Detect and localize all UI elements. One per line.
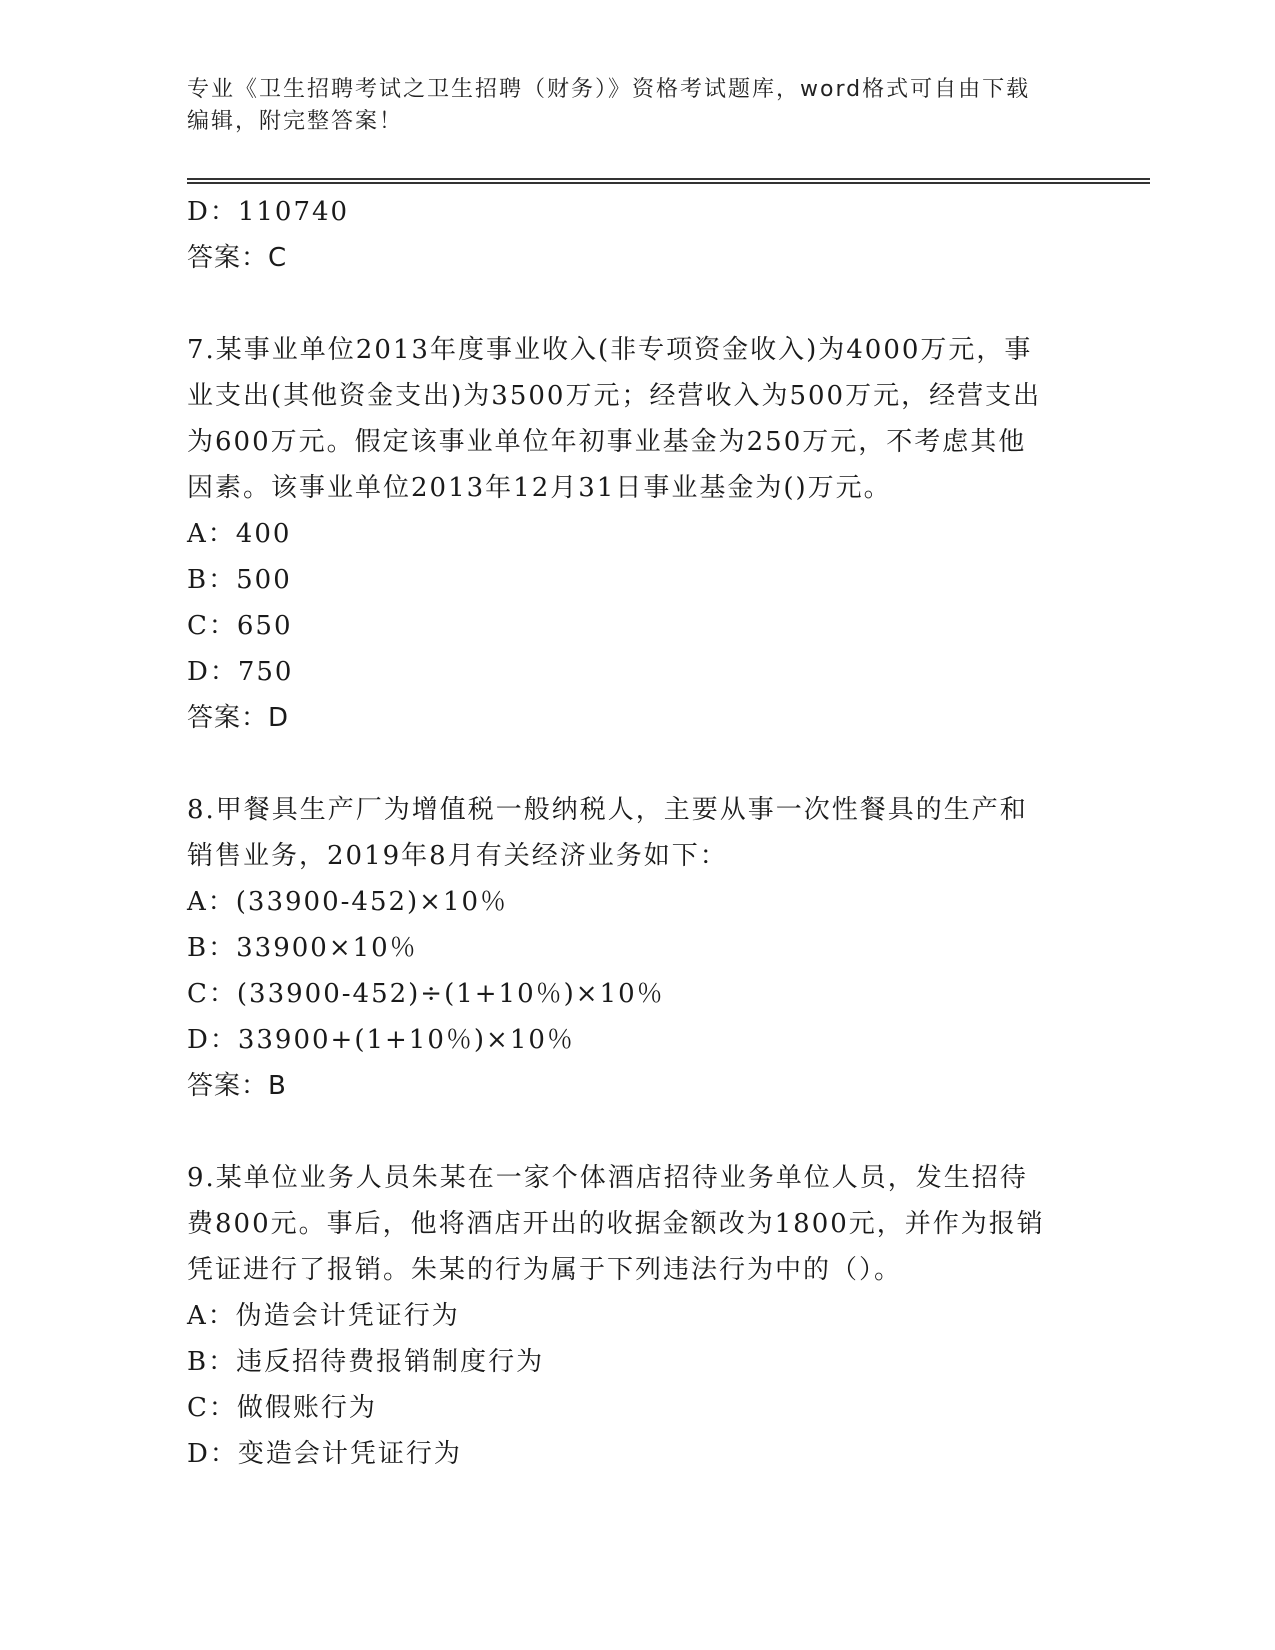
prev-option-d: D：110740 [187, 197, 350, 227]
question-stem-line: 费800元。事后，他将酒店开出的收据金额改为1800元，并作为报销 [187, 1209, 1045, 1239]
header-rule-bottom [187, 182, 1150, 184]
option-d: D：750 [187, 657, 294, 687]
option-a: A：(33900-452)×10％ [187, 887, 509, 917]
option-b: B：违反招待费报销制度行为 [187, 1347, 545, 1377]
option-b: B：33900×10％ [187, 933, 418, 963]
option-b: B：500 [187, 565, 292, 595]
question-7 [187, 327, 1067, 741]
page-header [187, 74, 1067, 138]
option-a: A：伪造会计凭证行为 [187, 1301, 460, 1331]
header-line-2: 编辑，附完整答案！ [187, 109, 404, 134]
question-9 [187, 1155, 1067, 1477]
spacer [187, 1109, 1067, 1155]
question-stem-line: 业支出(其他资金支出)为3500万元；经营收入为500万元，经营支出 [187, 381, 1042, 411]
question-stem-line: 为600万元。假定该事业单位年初事业基金为250万元，不考虑其他 [187, 427, 1027, 457]
option-c: C：做假账行为 [187, 1393, 377, 1423]
prev-answer: 答案：C [187, 243, 288, 273]
question-content [187, 189, 1067, 1477]
option-d: D：变造会计凭证行为 [187, 1439, 462, 1469]
question-stem-line: 7.某事业单位2013年度事业收入(非专项资金收入)为4000万元，事 [187, 335, 1033, 365]
option-d: D：33900+(1+10％)×10％ [187, 1025, 575, 1055]
spacer [187, 281, 1067, 327]
question-stem-line: 凭证进行了报销。朱某的行为属于下列违法行为中的（）。 [187, 1255, 903, 1285]
option-a: A：400 [187, 519, 292, 549]
header-rule-top [187, 178, 1150, 180]
spacer [187, 741, 1067, 787]
option-c: C：(33900-452)÷(1+10％)×10％ [187, 979, 665, 1009]
header-line-1: 专业《卫生招聘考试之卫生招聘（财务）》资格考试题库，word格式可自由下载 [187, 77, 1031, 102]
question-stem-line: 因素。该事业单位2013年12月31日事业基金为()万元。 [187, 473, 892, 503]
question-stem-line: 9.某单位业务人员朱某在一家个体酒店招待业务单位人员，发生招待 [187, 1163, 1028, 1193]
question-8 [187, 787, 1067, 1109]
option-c: C：650 [187, 611, 293, 641]
answer: 答案：B [187, 1071, 287, 1101]
answer: 答案：D [187, 703, 290, 733]
question-stem-line: 8.甲餐具生产厂为增值税一般纳税人，主要从事一次性餐具的生产和 [187, 795, 1028, 825]
question-stem-line: 销售业务，2019年8月有关经济业务如下： [187, 841, 728, 871]
